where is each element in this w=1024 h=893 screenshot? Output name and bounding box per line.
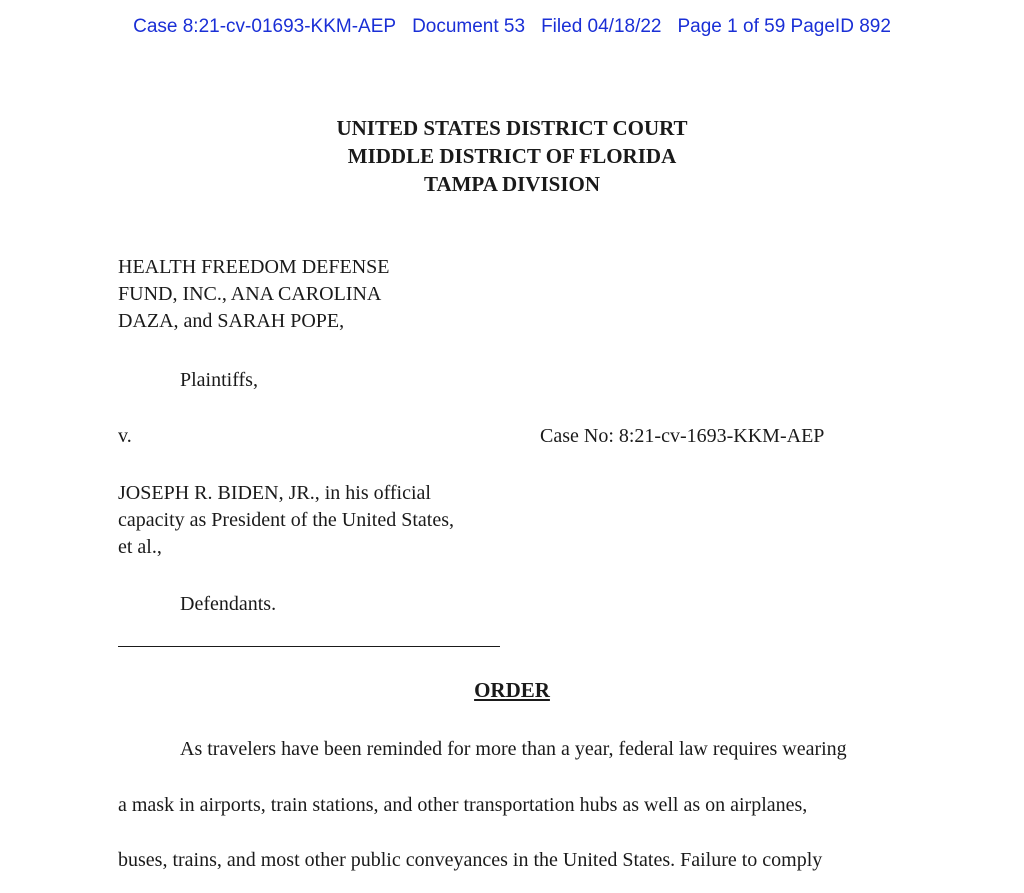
defendants-line-2: capacity as President of the United States,: [118, 509, 455, 531]
defendants-role: Defendants.: [180, 593, 277, 615]
order-body-line-1: As travelers have been reminded for more than a year, federal law requires wearing: [180, 738, 847, 760]
header-document-number: Document 53: [412, 16, 526, 37]
defendants-line-3: et al.,: [118, 536, 162, 558]
order-body-line-2: a mask in airports, train stations, and other transportation hubs as well as on airplanes,: [118, 794, 808, 816]
court-district: MIDDLE DISTRICT OF FLORIDA: [347, 144, 677, 168]
header-case-number: Case 8:21-cv-01693-KKM-AEP: [133, 16, 397, 37]
caption-divider: [118, 646, 500, 647]
defendants-line-1: JOSEPH R. BIDEN, JR., in his official: [118, 482, 431, 504]
case-number-caption: Case No: 8:21-cv-1693-KKM-AEP: [540, 425, 825, 447]
versus-label: v.: [118, 425, 132, 447]
header-page-info: Page 1 of 59 PageID 892: [677, 16, 891, 37]
order-title: ORDER: [474, 678, 550, 702]
plaintiffs-role: Plaintiffs,: [180, 369, 258, 391]
plaintiffs-line-3: DAZA, and SARAH POPE,: [118, 310, 345, 332]
plaintiffs-line-1: HEALTH FREEDOM DEFENSE: [118, 256, 390, 278]
court-name: UNITED STATES DISTRICT COURT: [336, 116, 688, 140]
ecf-filing-header: [0, 16, 1024, 38]
defendants-block: [118, 480, 454, 561]
plaintiffs-line-2: FUND, INC., ANA CAROLINA: [118, 283, 382, 305]
header-filed-date: Filed 04/18/22: [541, 16, 662, 37]
court-heading: [0, 114, 1024, 198]
court-division: TAMPA DIVISION: [424, 172, 600, 196]
order-body-line-3: buses, trains, and most other public conveyances in the United States. Failure to comply: [118, 849, 823, 871]
plaintiffs-block: [118, 254, 390, 335]
